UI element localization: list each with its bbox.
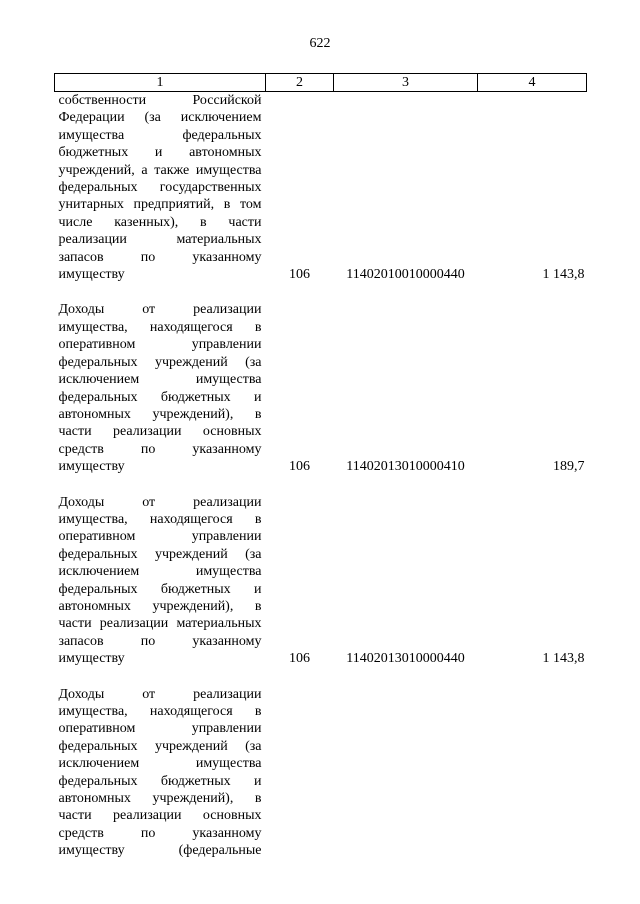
column-header-1: 1 — [55, 74, 266, 92]
revenue-description: собственности Российской Федерации (за исключением имущества федеральных бюджетных и автономных учреждений, а также имущества федеральных государственных унитарных предприятий, в том числе казенных), в части реализации материальных запасов по указанному имуществу — [58, 93, 262, 283]
revenue-description: Доходы от реализации имущества, находящегося в оперативном управлении федеральных учреждений (за исключением имущества федеральных бюджетных и автономных учреждений), в части реализации основных средств по указанному имуществу (федеральные — [58, 686, 262, 859]
table-row — [55, 301, 587, 493]
budget-classification-code — [334, 686, 478, 860]
budget-revenue-table — [54, 73, 587, 860]
column-header-2: 2 — [266, 74, 334, 92]
budget-classification-code: 11402013010000410 — [346, 459, 465, 475]
page-number: 622 — [309, 36, 331, 51]
column-header-4: 4 — [478, 74, 587, 92]
administrator-code — [266, 686, 334, 860]
table-row — [55, 494, 587, 686]
amount-value: 1 143,8 — [542, 267, 585, 283]
revenue-description: Доходы от реализации имущества, находящегося в оперативном управлении федеральных учреждений (за исключением имущества федеральных бюджетных и автономных учреждений), в части реализации основных средств по указанному имуществу — [58, 302, 262, 475]
budget-classification-code: 11402010010000440 — [346, 267, 465, 283]
amount-value — [478, 686, 587, 860]
table-header-row — [55, 74, 587, 92]
administrator-code: 106 — [289, 267, 310, 283]
administrator-code: 106 — [289, 459, 310, 475]
table-row — [55, 92, 587, 302]
budget-classification-code: 11402013010000440 — [346, 651, 465, 667]
amount-value: 1 143,8 — [542, 651, 585, 667]
table-row — [55, 686, 587, 860]
revenue-description: Доходы от реализации имущества, находящегося в оперативном управлении федеральных учреждений (за исключением имущества федеральных бюджетных и автономных учреждений), в части реализации материальных запасов по указанному имуществу — [58, 494, 262, 667]
amount-value: 189,7 — [553, 459, 585, 475]
column-header-3: 3 — [334, 74, 478, 92]
administrator-code: 106 — [289, 651, 310, 667]
